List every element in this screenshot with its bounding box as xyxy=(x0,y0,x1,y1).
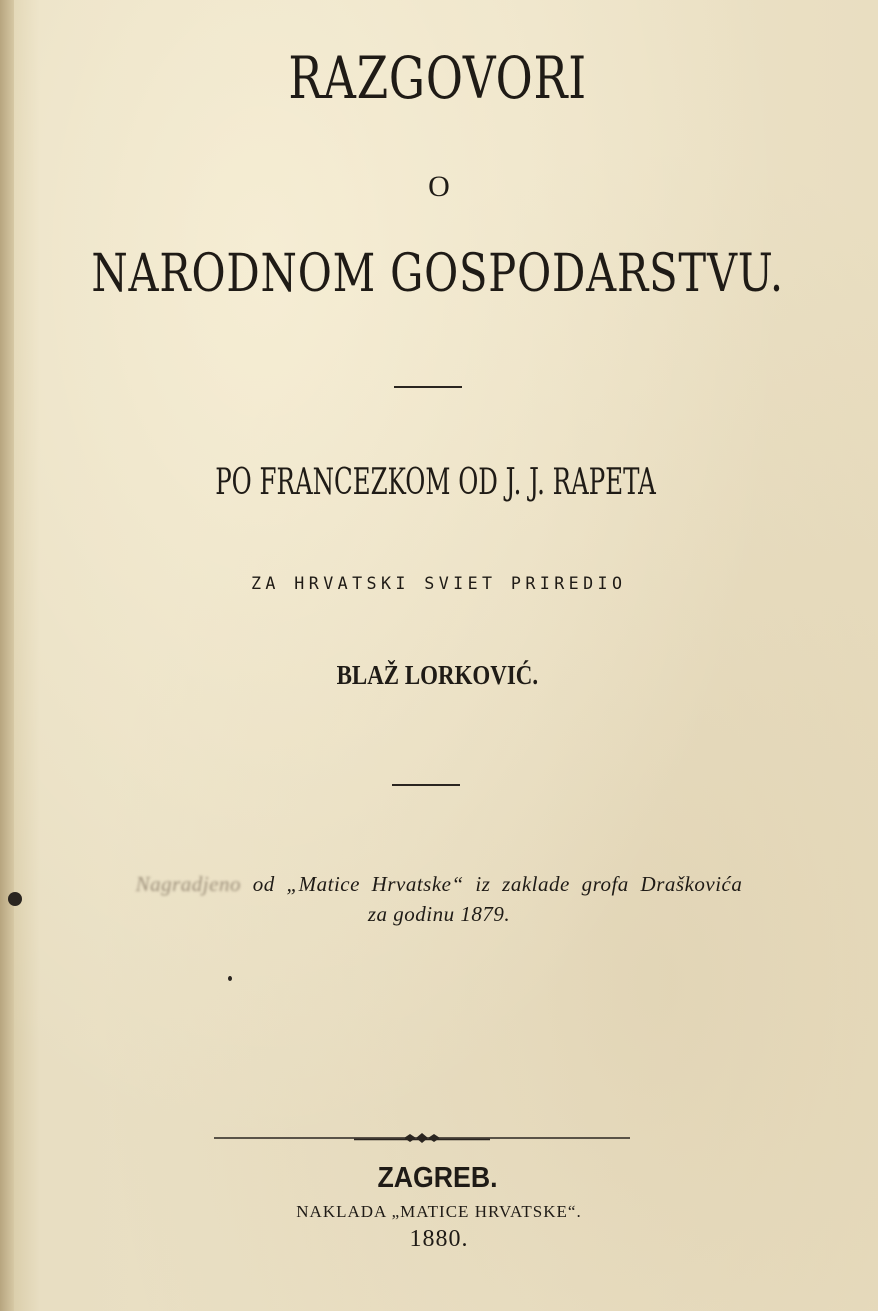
award-note-line-1 xyxy=(0,872,878,897)
imprint-publisher: NAKLADA „MATICE HRVATSKE“. xyxy=(296,1202,582,1221)
divider-rule xyxy=(394,386,462,388)
author-name: BLAŽ LORKOVIĆ. xyxy=(336,660,539,690)
translation-note: PO FRANCEZKOM OD J. J. RAPETA xyxy=(215,462,656,503)
editor-note: ZA HRVATSKI SVIET PRIREDIO xyxy=(250,574,627,594)
book-subtitle: NARODNOM GOSPODARSTVU. xyxy=(91,244,784,304)
award-note-faded-word: Nagradjeno xyxy=(135,872,241,896)
title-connector: O xyxy=(428,170,450,203)
imprint-year: 1880. xyxy=(409,1226,469,1252)
imprint-city: ZAGREB. xyxy=(377,1162,498,1194)
ink-speck xyxy=(8,892,22,906)
ink-speck xyxy=(228,976,232,981)
book-title: RAZGOVORI xyxy=(288,44,587,112)
award-note-line-2: za godinu 1879. xyxy=(367,902,511,926)
award-note-text: od „Matice Hrvatske“ iz zaklade grofa Draškovića xyxy=(252,872,743,896)
ornamental-rule xyxy=(214,1130,630,1146)
divider-rule xyxy=(392,784,460,786)
